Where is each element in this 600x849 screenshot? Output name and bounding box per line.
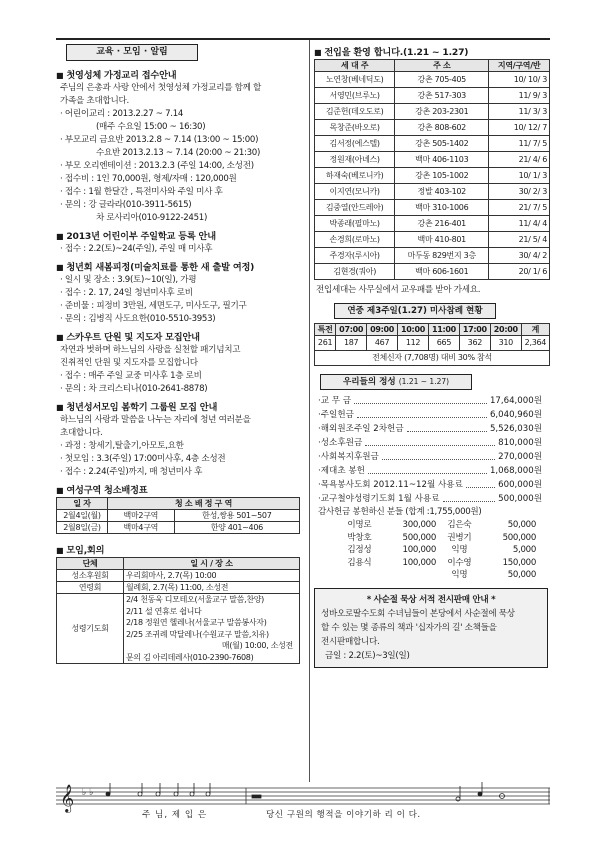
announcement-line: · 접수비 : 1인 70,000원, 형제/자매 : 120,000원 (60, 174, 237, 184)
attendance-header: 07:00 (336, 324, 367, 336)
table-row (338, 557, 538, 570)
donation-row: · 해외원조주일 2차헌금 5,526,030원 (318, 424, 542, 434)
donation-amount: 6,040,960원 (489, 410, 542, 420)
table-row (315, 232, 550, 248)
donor-name: 권병기 (447, 532, 472, 543)
meeting-group: 성령기도회 (57, 594, 124, 664)
announcement-line: · 접수 : 매주 주일 교중 미사후 1층 로비 (60, 371, 202, 381)
announcement-heading: ■ 스카우트 단원 및 지도자 모집안내 (56, 329, 306, 343)
attendance-header: 11:00 (428, 324, 459, 336)
attendance-value: 187 (336, 336, 367, 351)
donations-title: 우리들의 정성 (342, 377, 396, 387)
region-code: 10/ 1/ 3 (489, 168, 550, 184)
table-row (315, 184, 550, 200)
announcement-heading: ■ 청년회 새봄피정(미술치료를 통한 새 출발 여정) (56, 259, 306, 273)
newcomers-header-region: 지역/구역/반 (489, 60, 550, 72)
donation-amount: 600,000원 (498, 480, 542, 490)
donor-amount: 500,000 (502, 532, 536, 543)
region-code: 10/ 12/ 7 (489, 120, 550, 136)
household-head: 김서정(에스텔) (315, 136, 395, 152)
thanks-table (338, 519, 538, 582)
table-row (57, 570, 300, 582)
table-row (315, 88, 550, 104)
region-code: 11/ 4/ 4 (489, 216, 550, 232)
household-head: 손경희(로마노) (315, 232, 395, 248)
meetings-heading: ■ 모임,회의 (56, 542, 306, 556)
lyrics-right: 당신 구원의 행적을 이야기하 리 이 다. (266, 810, 421, 820)
donation-amount: 17,64,000원 (489, 396, 542, 406)
top-rule (56, 38, 550, 40)
column-divider (309, 40, 310, 782)
donor-name: 박창호 (347, 532, 372, 543)
donor-amount: 100,000 (402, 545, 436, 555)
donations-period: (1.21 ~ 1.27) (398, 377, 450, 386)
donation-amount: 270,000원 (498, 452, 542, 462)
announcement-line: · 첫모임 : 3.3(주일) 17:00미사후, 4층 소성전 (60, 454, 226, 464)
exhibit-line: 금일 : 2.2(토)~3일(일) (325, 650, 410, 661)
donation-amount: 810,000원 (498, 438, 542, 448)
attendance-header: 계 (521, 324, 549, 336)
donation-row: · 목욕봉사도회 2012.11~12월 사용료 600,000원 (318, 480, 542, 490)
donation-amount: 500,000원 (498, 494, 542, 504)
prayer-line: 2/18 정원연 헬레나(서울교구 말씀봉사자) (126, 618, 267, 627)
household-head: 주경자(루시아) (315, 248, 395, 264)
newcomers-table (314, 59, 550, 280)
cleaning-zone: 백마4구역 (108, 522, 175, 534)
household-head: 이지연(모니카) (315, 184, 395, 200)
announcement-line: · 부모 오리엔테이션 : 2013.2.3 (주일 14:00, 소성전) (60, 161, 254, 171)
donation-label: 주일헌금 (320, 410, 354, 420)
donor-name: 김정성 (347, 545, 372, 555)
address: 강촌 216-401 (395, 216, 489, 232)
table-row (315, 168, 550, 184)
cleaning-area: 한성,쌍용 501~507 (174, 510, 299, 522)
attendance-header: 17:00 (459, 324, 490, 336)
address: 강촌 505-1402 (395, 136, 489, 152)
donation-list (314, 394, 550, 506)
donation-row: · 성소후원금 810,000원 (318, 438, 542, 448)
prayer-line: 매(월) 10:00, 소성전 (221, 641, 293, 650)
announcement-line: (매주 수요일 15:00 ~ 16:30) (96, 122, 206, 132)
announcement-line: · 문의 : 김병직 사도요한(010-5510-3953) (60, 314, 216, 324)
donation-amount: 1,068,000원 (489, 466, 542, 476)
donations-title-box (320, 374, 472, 390)
donor-amount: 50,000 (507, 520, 536, 530)
donation-label: 해외원조주일 2차헌금 (320, 424, 404, 434)
exhibit-line: 성바오로딸수도회 수녀님들이 본당에서 사순절에 묵상 (321, 608, 515, 619)
donor-name: 김은숙 (447, 520, 472, 530)
household-head: 노연창(베네딕도) (315, 72, 395, 88)
announcement-line: · 접수 : 2. 17, 24일 청년미사후 로비 (60, 288, 193, 298)
table-row (315, 200, 550, 216)
newcomers-heading: ■ 전입을 환영 합니다.(1.21 ~ 1.27) (314, 44, 550, 58)
household-head: 정원재(아녜스) (315, 152, 395, 168)
newcomers-header-head: 세 대 주 (315, 60, 395, 72)
announcement-heading: ■ 2013년 어린이부 주일학교 등록 안내 (56, 228, 306, 242)
announcement-heading: ■ 청년성서모임 봄학기 그룹원 모집 안내 (56, 399, 306, 413)
region-code: 21/ 5/ 4 (489, 232, 550, 248)
table-row (57, 594, 300, 664)
table-row (315, 152, 550, 168)
exhibit-title: * 사순절 묵상 서적 전시판매 안내 * (366, 594, 496, 605)
cleaning-header-area: 청 소 배 정 구 역 (108, 498, 300, 510)
address: 백마 310-1006 (395, 200, 489, 216)
household-head: 박종래(필마노) (315, 216, 395, 232)
table-row (338, 569, 538, 582)
table-row (57, 522, 300, 534)
donor-amount: 150,000 (502, 557, 536, 568)
attendance-value: 467 (367, 336, 398, 351)
donation-label: 교 무 금 (320, 396, 352, 406)
donation-label: 제대초 봉헌 (320, 466, 365, 476)
announcement-line: 주님의 은총과 사랑 안에서 첫영성체 가정교리를 함께 할 (60, 83, 262, 93)
address: 백마 406-1103 (395, 152, 489, 168)
meetings-table (56, 557, 300, 664)
donation-row: · 교 무 금 17,64,000원 (318, 396, 542, 406)
donation-label: 사회복지후원금 (320, 452, 379, 462)
donor-name: 김용식 (347, 557, 372, 568)
donor-amount: 300,000 (402, 520, 436, 530)
household-head: 서영민(브루노) (315, 88, 395, 104)
cleaning-table (56, 497, 300, 534)
table-row (338, 544, 538, 557)
donation-label: 성소후원금 (320, 438, 363, 448)
announcement-line: 자연과 벗하며 하느님의 사랑을 실천할 패기넘치고 (60, 345, 241, 355)
announcement-line: · 접수 : 2.2(토)~24(주일), 주일 매 미사후 (60, 244, 213, 254)
region-code: 10/ 10/ 3 (489, 72, 550, 88)
cleaning-date: 2월4일(월) (57, 510, 108, 522)
announcement-line: · 어린이교리 : 2013.2.27 ~ 7.14 (60, 109, 184, 119)
attendance-value: 2,364 (521, 336, 549, 351)
right-column (314, 44, 550, 668)
address: 강촌 808-602 (395, 120, 489, 136)
attendance-header: 10:00 (398, 324, 429, 336)
table-row (315, 216, 550, 232)
address: 강촌 705-405 (395, 72, 489, 88)
donor-amount: 50,000 (507, 570, 536, 580)
announcement-line: 진취적인 단원 및 지도자를 모집합니다 (60, 358, 198, 368)
table-row (315, 72, 550, 88)
announcement-line: 수요반 2013.2.13 ~ 7.14 (20:00 ~ 21:30) (96, 148, 261, 158)
meeting-time: 월례회, 2.7(목) 11:00, 소성전 (124, 582, 300, 594)
prayer-schedule (124, 594, 300, 664)
exhibit-notice (314, 588, 548, 668)
region-code: 21/ 4/ 6 (489, 152, 550, 168)
svg-text:𝄞: 𝄞 (60, 784, 75, 812)
attendance-value: 665 (428, 336, 459, 351)
donor-name: 익명 (451, 570, 468, 580)
announcements (56, 67, 306, 479)
household-head: 김중열(안드레아) (315, 200, 395, 216)
household-head: 하재숙(베로니카) (315, 168, 395, 184)
donor-name (338, 569, 381, 582)
household-head: 목창준(바오로) (315, 120, 395, 136)
donation-label: 목욕봉사도회 2012.11~12월 사용료 (320, 480, 463, 490)
announcement-line: · 부모교리 금요반 2013.2.8 ~ 7.14 (13:00 ~ 15:00) (60, 135, 259, 145)
announcement-line: 초대합니다. (60, 428, 103, 438)
table-row (315, 120, 550, 136)
attendance-header: 20:00 (490, 324, 521, 336)
donation-row: · 교구철야성령기도회 1월 사용료 500,000원 (318, 494, 542, 504)
attendance-header: 특전 (315, 324, 336, 336)
address: 강촌 203-2301 (395, 104, 489, 120)
region-code: 21/ 7/ 5 (489, 200, 550, 216)
attendance-value: 310 (490, 336, 521, 351)
address: 강촌 517-303 (395, 88, 489, 104)
announcement-line: · 과정 : 창세기,탈출기,아모토,요한 (60, 441, 184, 451)
region-code: 20/ 1/ 6 (489, 264, 550, 280)
address: 백마 606-1601 (395, 264, 489, 280)
region-code: 11/ 3/ 3 (489, 104, 550, 120)
attendance-footer: 전체신자 (7,708명) 대비 30% 참석 (315, 351, 550, 366)
table-row (57, 582, 300, 594)
cleaning-date: 2월8일(금) (57, 522, 108, 534)
donor-amount (381, 569, 438, 582)
table-row (57, 510, 300, 522)
attendance-value: 261 (315, 336, 336, 351)
attendance-table (314, 323, 550, 366)
cleaning-area: 한양 401~406 (174, 522, 299, 534)
section-title-education: 교육 · 모임 · 알림 (66, 44, 198, 61)
region-code: 30/ 4/ 2 (489, 248, 550, 264)
table-row (315, 248, 550, 264)
table-row (315, 264, 550, 280)
donation-amount: 5,526,030원 (489, 424, 542, 434)
prayer-line: 문의 김 아리데레사(010-2390-7608) (126, 652, 254, 662)
newcomers-header-address: 주 소 (395, 60, 489, 72)
announcement-line: · 문의 : 차 크리스티나(010-2641-8878) (60, 384, 208, 394)
table-row (315, 136, 550, 152)
region-code: 30/ 2/ 3 (489, 184, 550, 200)
announcement-line: · 접수 : 1월 한달간 , 특전미사와 주일 미사 후 (60, 187, 223, 197)
announcement-line: · 접수 : 2.24(주일)까지, 매 청년미사 후 (60, 467, 203, 477)
cleaning-heading: ■ 여성구역 청소배정표 (56, 482, 306, 496)
donor-name: 이수영 (447, 557, 472, 568)
address: 정발 403-102 (395, 184, 489, 200)
donation-row: · 사회복지후원금 270,000원 (318, 452, 542, 462)
cleaning-header-date: 일 자 (57, 498, 108, 510)
donor-amount: 100,000 (402, 557, 436, 568)
table-row (338, 519, 538, 532)
donation-row: · 주일헌금 6,040,960원 (318, 410, 542, 420)
meeting-time: 우리회마사, 2.7(목) 10:00 (124, 570, 300, 582)
address: 마두동 829번지 3층 (395, 248, 489, 264)
household-head: 김현경(쿼아) (315, 264, 395, 280)
announcement-line: 하느님의 사랑과 말씀을 나누는 자리에 청년 여러분을 (60, 415, 251, 425)
meeting-group: 연령회 (57, 582, 124, 594)
announcement-line: · 준비물 : 피정비 3만원, 세면도구, 미사도구, 필기구 (60, 301, 247, 311)
lyrics-left: 주 님, 제 입 은 (142, 810, 208, 820)
region-code: 11/ 9/ 3 (489, 88, 550, 104)
prayer-line: 2/25 조귀례 막달레나(수원교구 말씀,치유) (126, 629, 269, 639)
newcomers-note: 전입세대는 사무실에서 교우패를 받아 가세요. (316, 285, 481, 295)
meetings-header-group: 단체 (57, 558, 124, 570)
announcement-line: · 문의 : 강 글라라(010-3911-5615) (60, 200, 192, 210)
cleaning-zone: 백마2구역 (108, 510, 175, 522)
attendance-value: 112 (398, 336, 429, 351)
announcement-line: 가족을 초대합니다. (60, 96, 129, 106)
table-row (338, 532, 538, 545)
prayer-line: 2/11 설 연휴로 쉽니다 (126, 606, 202, 616)
announcement-line: · 일시 및 장소 : 3.9(토)~10(일), 가평 (60, 275, 197, 285)
left-column (56, 44, 306, 664)
exhibit-line: 전시판매합니다. (321, 636, 380, 647)
svg-text:♭ ♭: ♭ ♭ (82, 788, 94, 798)
attendance-header: 09:00 (367, 324, 398, 336)
thanks-heading: 감사헌금 봉헌하신 분들 (합계 :1,755,000원) (318, 507, 482, 517)
donation-row: · 제대초 봉헌 1,068,000원 (318, 466, 542, 476)
meeting-group: 성소후원회 (57, 570, 124, 582)
region-code: 11/ 7/ 5 (489, 136, 550, 152)
prayer-line: 2/4 천동욱 디모테오(서울교구 말씀,찬양) (126, 595, 265, 604)
address: 강촌 105-1002 (395, 168, 489, 184)
donor-name: 익명 (451, 545, 468, 555)
attendance-title: 연중 제3주일(1.27) 미사참례 현황 (334, 303, 496, 319)
household-head: 김준헌(데오도로) (315, 104, 395, 120)
donor-name: 이명로 (347, 520, 372, 530)
announcement-heading: ■ 첫영성체 가정교리 접수안내 (56, 67, 306, 81)
attendance-value: 362 (459, 336, 490, 351)
announcement-line: 차 로사리아(010-9122-2451) (96, 213, 207, 223)
donation-label: 교구철야성령기도회 1월 사용료 (320, 494, 440, 504)
donor-amount: 500,000 (402, 532, 436, 543)
donor-amount: 5,000 (512, 545, 536, 555)
meetings-header-time: 일 시 / 장 소 (124, 558, 300, 570)
table-row (315, 104, 550, 120)
exhibit-line: 할 수 있는 몇 종류의 책과 '십자가의 길' 소책들을 (321, 622, 497, 633)
address: 백마 410-801 (395, 232, 489, 248)
